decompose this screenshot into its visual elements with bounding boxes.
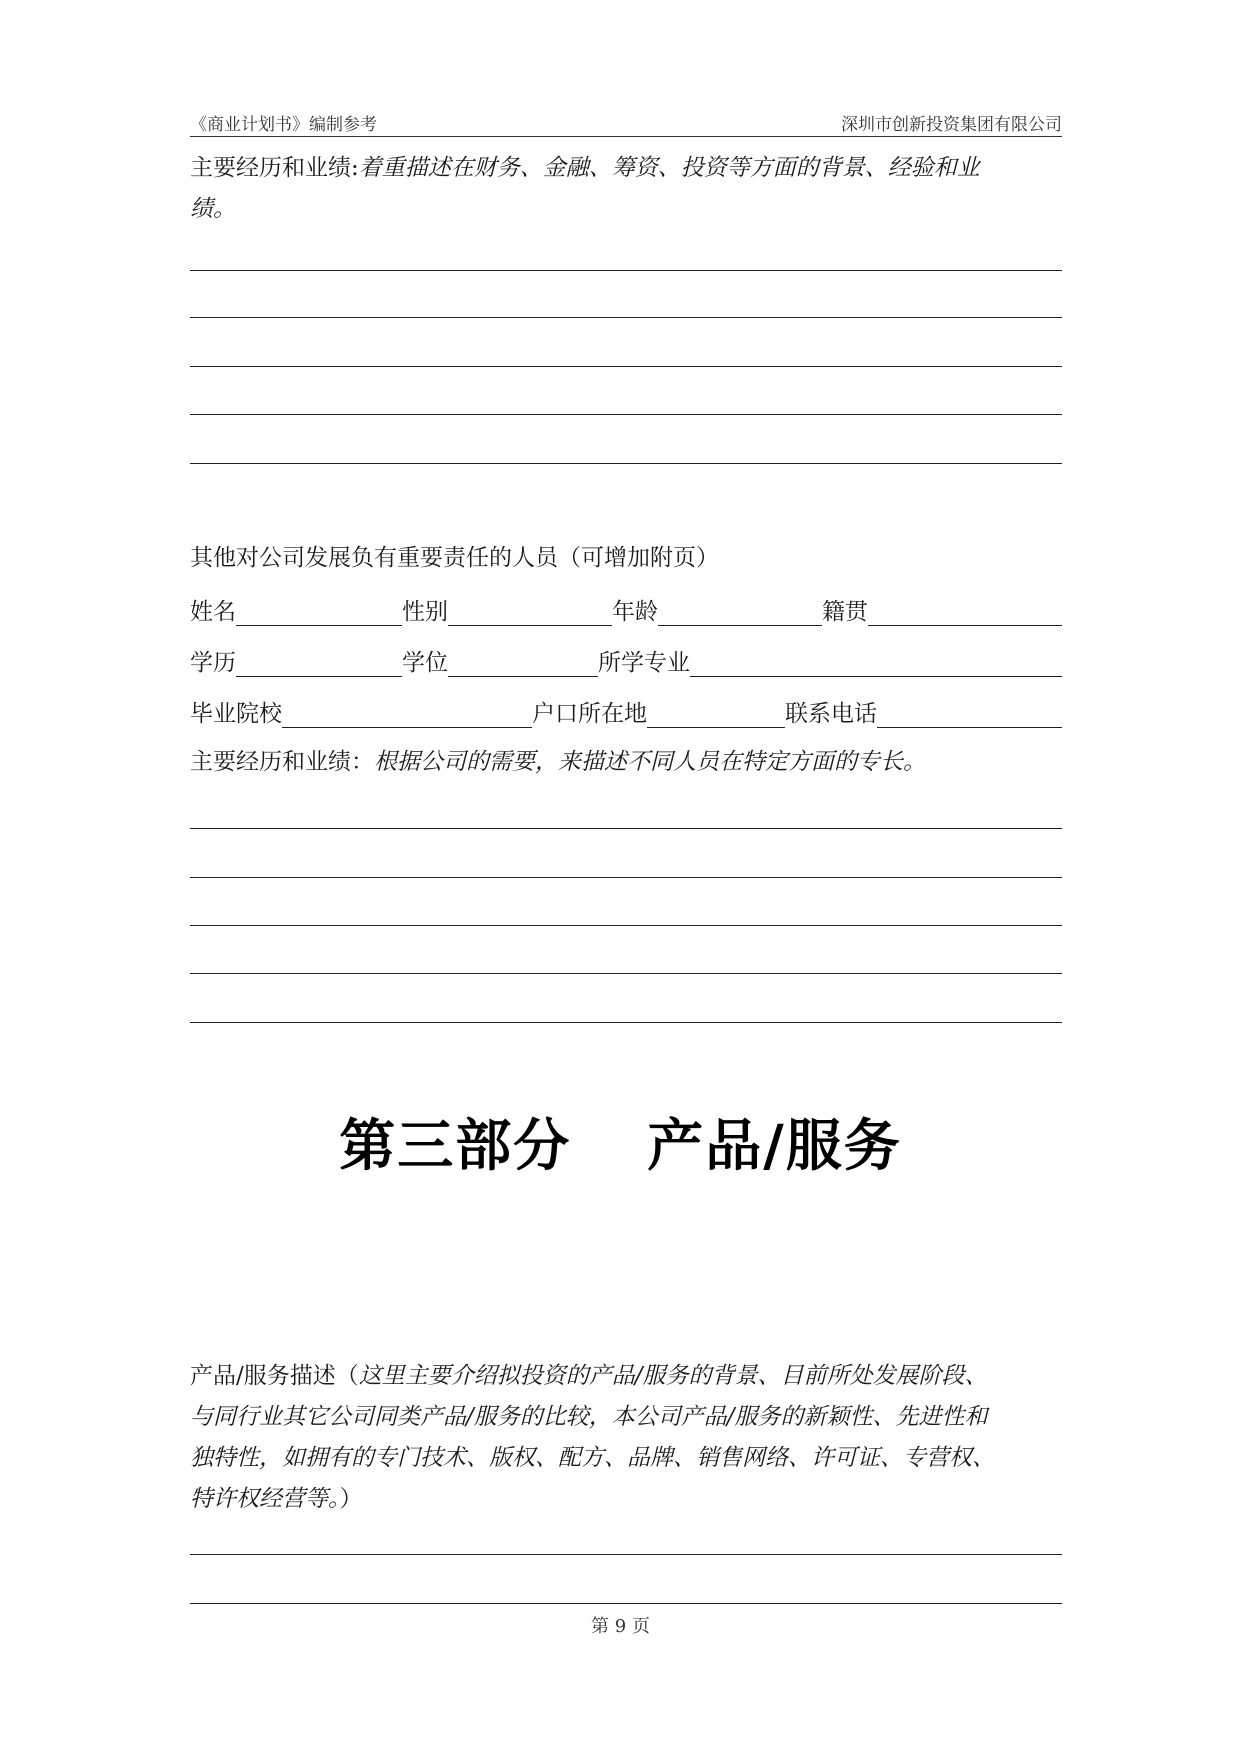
finance-experience-paragraph — [190, 148, 1062, 230]
blank-answer-line[interactable] — [190, 1603, 1062, 1604]
household-label: 户口所在地 — [532, 701, 647, 727]
gender-label: 性别 — [402, 599, 448, 625]
blank-answer-line[interactable] — [190, 463, 1062, 464]
native-place-field[interactable] — [868, 597, 1062, 626]
product-description-paragraph — [190, 1356, 1062, 1520]
education-field[interactable] — [236, 648, 402, 677]
page-number: 第 9 页 — [591, 1616, 650, 1637]
degree-field[interactable] — [448, 648, 598, 677]
blank-answer-line[interactable] — [190, 828, 1062, 829]
major-label: 所学专业 — [598, 650, 690, 676]
household-field[interactable] — [647, 699, 785, 728]
blank-answer-line[interactable] — [190, 877, 1062, 878]
degree-label: 学位 — [402, 650, 448, 676]
phone-label: 联系电话 — [785, 701, 877, 727]
other-staff-title: 其他对公司发展负有重要责任的人员（可增加附页） — [190, 545, 719, 571]
age-label: 年龄 — [612, 599, 658, 625]
finance-experience-hint: 着重描述在财务、金融、筹资、投资等方面的背景、经验和业 — [358, 155, 980, 181]
name-field[interactable] — [236, 597, 402, 626]
header-company: 深圳市创新投资集团有限公司 — [841, 115, 1062, 135]
section-number: 第三部分 — [339, 1114, 572, 1179]
blank-answer-line[interactable] — [190, 414, 1062, 415]
product-description-hint-4: 特许权经营等。 — [190, 1486, 340, 1512]
product-description-label: 产品/服务描述（ — [190, 1363, 359, 1389]
form-row-education — [190, 641, 1062, 677]
blank-answer-line[interactable] — [190, 270, 1062, 271]
page-header — [190, 108, 1062, 137]
staff-experience-label: 主要经历和业绩： — [190, 749, 374, 775]
section-name: 产品/服务 — [647, 1114, 902, 1179]
name-label: 姓名 — [190, 599, 236, 625]
staff-experience-hint: 根据公司的需要，来描述不同人员在特定方面的专长。 — [374, 749, 926, 775]
native-place-label: 籍贯 — [822, 599, 868, 625]
blank-answer-line[interactable] — [190, 366, 1062, 367]
page-footer — [0, 1612, 1241, 1638]
phone-field[interactable] — [877, 699, 1062, 728]
blank-answer-line[interactable] — [190, 925, 1062, 926]
major-field[interactable] — [690, 648, 1062, 677]
finance-experience-label: 主要经历和业绩: — [190, 155, 359, 181]
form-row-basic-info — [190, 590, 1062, 626]
school-field[interactable] — [282, 699, 532, 728]
section-title — [0, 1102, 1241, 1182]
gender-field[interactable] — [448, 597, 612, 626]
blank-answer-line[interactable] — [190, 973, 1062, 974]
blank-answer-line[interactable] — [190, 317, 1062, 318]
header-title: 《商业计划书》编制参考 — [190, 115, 377, 135]
school-label: 毕业院校 — [190, 701, 282, 727]
finance-experience-hint-cont: 绩。 — [190, 196, 236, 222]
form-row-contact — [190, 692, 1062, 728]
product-description-hint-1: 这里主要介绍拟投资的产品/服务的背景、目前所处发展阶段、 — [358, 1363, 988, 1389]
blank-answer-line[interactable] — [190, 1554, 1062, 1555]
product-description-close: ） — [339, 1486, 363, 1512]
product-description-hint-2: 与同行业其它公司同类产品/服务的比较，本公司产品/服务的新颖性、先进性和 — [190, 1404, 988, 1430]
age-field[interactable] — [658, 597, 822, 626]
product-description-hint-3: 独特性，如拥有的专门技术、版权、配方、品牌、销售网络、许可证、专营权、 — [190, 1445, 995, 1471]
education-label: 学历 — [190, 650, 236, 676]
staff-experience-paragraph — [190, 742, 1062, 783]
blank-answer-line[interactable] — [190, 1022, 1062, 1023]
